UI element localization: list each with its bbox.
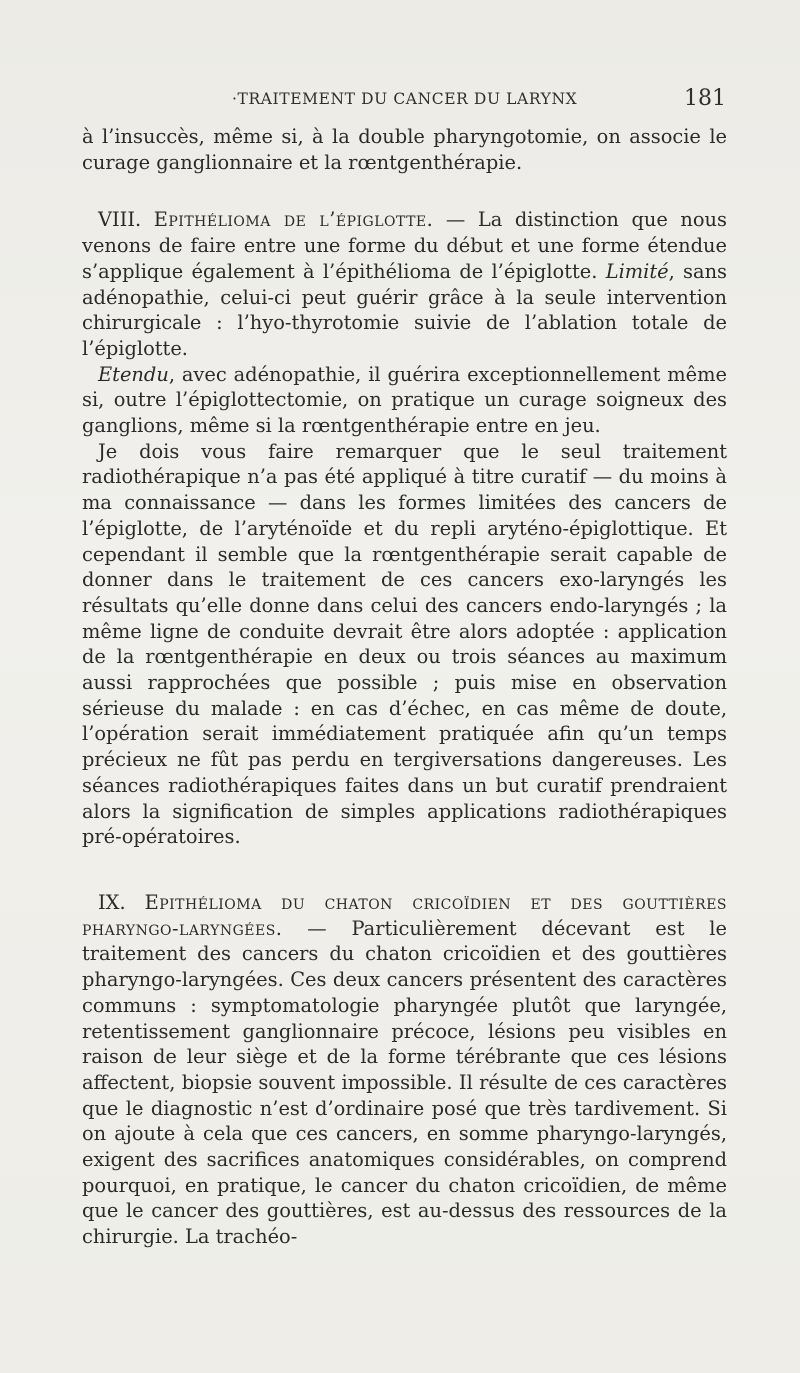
section-viii-paragraph <box>82 207 727 361</box>
paragraph-continuation: à l’insuccès, même si, à la double pharyngotomie, on associe le curage ganglionnaire et la rœntgenthérapie. <box>82 125 727 174</box>
section-ix-number: IX. <box>98 890 145 914</box>
body-text <box>82 124 727 1250</box>
running-title: ·TRAITEMENT DU CANCER DU LARYNX <box>232 90 578 108</box>
paragraph-etendu <box>82 362 727 439</box>
paragraph-radiotherapy: Je dois vous faire remarquer que le seul traitement radiothérapique n’a pas été appliqué à titre curatif — du moins à ma connaissance — dans les formes limitées des cancers de l’épiglotte, de l’aryténoïde et du repli aryténo-épiglottique. Et cependant il semble que la rœntgenthérapie serait capable de donner dans le traitement de ces cancers exo-laryngés les résultats qu’elle donne dans celui des cancers endo-laryngés ; la même ligne de conduite devrait être alors adoptée : application de la rœntgenthérapie en deux ou trois séances au maximum aussi rapprochées que possible ; puis mise en observation sérieuse du malade : en cas d’échec, en cas même de doute, l’opération serait immédiatement pratiquée afin qu’un temps précieux ne fût pas perdu en tergiversations dangereuses. Les séances radiothérapiques faites dans un but curatif prendraient alors la signification de simples applications radiothérapiques pré-opératoires. <box>82 439 727 849</box>
page-header <box>82 86 726 118</box>
section-ix-text: — Particulièrement décevant est le traitement des cancers du chaton cricoïdien et des gouttières pharyngo-laryngées. Ces deux cancers présentent des caractères communs : symptomatologie pharyngée plutôt que laryngée, retentissement ganglionnaire précoce, lésions peu visibles en raison de leur siège et de la forme térébrante que ces lésions affectent, biopsie souvent impossible. Il résulte de ces caractères que le diagnostic n’est d’ordinaire posé que très tardivement. Si on ajoute à cela que ces cancers, en somme pharyngo-laryngés, exigent des sacrifices anatomiques considérables, on comprend pourquoi, en pratique, le cancer du chaton cricoïdien, de même que le cancer des gouttières, est au-dessus des ressources de la chirurgie. La trachéo- <box>82 916 727 1249</box>
section-viii-number: VIII. <box>98 208 154 232</box>
section-viii-heading: Epithélioma de l’épiglotte. <box>153 208 434 232</box>
section-ix-paragraph <box>82 890 727 1250</box>
paragraph-etendu-text: , avec adénopathie, il guérira exceptionnellement même si, outre l’épiglottectomie, on pratique un curage soigneux des ganglions, même si la rœntgenthérapie entre en jeu. <box>82 362 727 438</box>
page-number: 181 <box>684 86 726 111</box>
section-viii-lead: — La distinction que nous venons de faire entre une forme du début et une forme étendue s’applique également à l’épithélioma de l’épiglotte. <box>82 208 727 283</box>
section-viii-rest: , sans adénopathie, celui-ci peut guérir grâce à la seule intervention chirurgicale : l’hyo-thyrotomie suivie de l’ablation totale de l’épiglotte. <box>82 259 728 360</box>
paragraph-etendu-italic: Etendu <box>98 362 169 386</box>
section-ix-heading: Epithélioma du chaton cricoïdien et des gouttières pharyngo-laryngées. <box>82 890 728 940</box>
section-viii-italic: Limité <box>605 259 669 283</box>
